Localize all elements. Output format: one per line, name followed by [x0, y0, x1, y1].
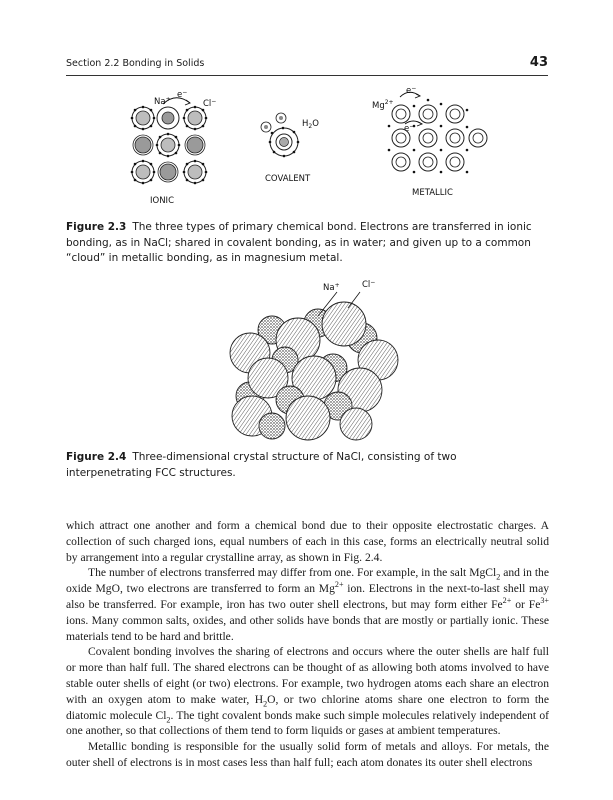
figure-2-3-text: The three types of primary chemical bond. Electrons are transferred in ionic bonding, as in NaCl; shared in covalent bonding, as in water; and given up to a common “cloud” in metallic bonding, as in magnesium metal.: [66, 221, 532, 264]
ionic-lattice: [131, 98, 208, 185]
figure-2-3-diagram: [0, 0, 613, 240]
body-text: [66, 518, 549, 771]
covalent-label: COVALENT: [265, 174, 311, 184]
figure-2-4-caption: [66, 450, 536, 481]
metallic-lattice: [388, 92, 487, 173]
paragraph-3: Covalent bonding involves the sharing of electrons and occurs where the outer shells are half full or more than half full. The shared electrons can be thought of as allowing both atoms involved to have stable outer shells of eight (or two) electrons. For example, two hydrogen atoms each share an electron with an oxygen atom to make water, $H_2O$, or two chlorine atoms share one electron to form the diatomic molecule $Cl_2$. The tight covalent bonds make such simple molecules relatively independent of one another, so that collections of them tend to form liquids or gases at ambient temperatures.: [66, 645, 549, 738]
figure-2-3-number: Figure 2.3: [66, 221, 127, 233]
ionic-cl-label: Cl−: [203, 98, 217, 109]
figure-2-4-number: Figure 2.4: [66, 451, 127, 463]
metallic-electron-label-1: e−: [406, 85, 417, 96]
paragraph-4: Metallic bonding is responsible for the usually solid form of metals and alloys. For metals, the outer shell of electrons is in most cases less than half full; each atom donates its outer shell electrons: [66, 740, 549, 769]
figure-2-4-diagram: [0, 278, 613, 448]
figure-2-3-caption: [66, 220, 536, 267]
paragraph-1: which attract one another and form a chemical bond due to their opposite electrostatic charges. A collection of such charged ions, equal numbers of each in this case, forms an electrically neutral solid by arrangement into a regular crystalline array, as shown in Fig. 2.4.: [66, 519, 549, 564]
metallic-electron-label-2: e−: [404, 123, 415, 134]
nacl-na-label: Na+: [323, 282, 340, 293]
section-title: Section 2.2 Bonding in Solids: [66, 58, 205, 69]
ionic-na-label: Na+: [154, 96, 171, 107]
ionic-electron-label: e−: [177, 89, 188, 100]
metallic-label: METALLIC: [412, 188, 453, 198]
water-molecule: [261, 113, 299, 157]
nacl-cl-label: Cl−: [362, 279, 376, 290]
metallic-mg-label: $Mg^{2+}$: [372, 99, 394, 111]
ionic-label: IONIC: [150, 196, 174, 206]
figure-2-4-text: Three-dimensional crystal structure of NaCl, consisting of two interpenetrating FCC structures.: [66, 451, 457, 479]
paragraph-2: The number of electrons transferred may differ from one. For example, in the salt MgCl$_2$ and in the oxide MgO, two electrons are transferred to form an $Mg^{2+}$ ion. Electrons in the next-to-last shell may also be transferred. For example, iron has two outer shell electrons, but may form either $Fe^{2+}$ or $Fe^{3+}$ ions. Many common salts, oxides, and other solids have bonds that are mostly or partially ionic. These materials tend to be hard and brittle.: [66, 566, 550, 643]
nacl-crystal-spheres: [230, 302, 398, 440]
covalent-h2o-label: $H_2O$: [302, 119, 319, 130]
page-number: 43: [529, 55, 548, 70]
